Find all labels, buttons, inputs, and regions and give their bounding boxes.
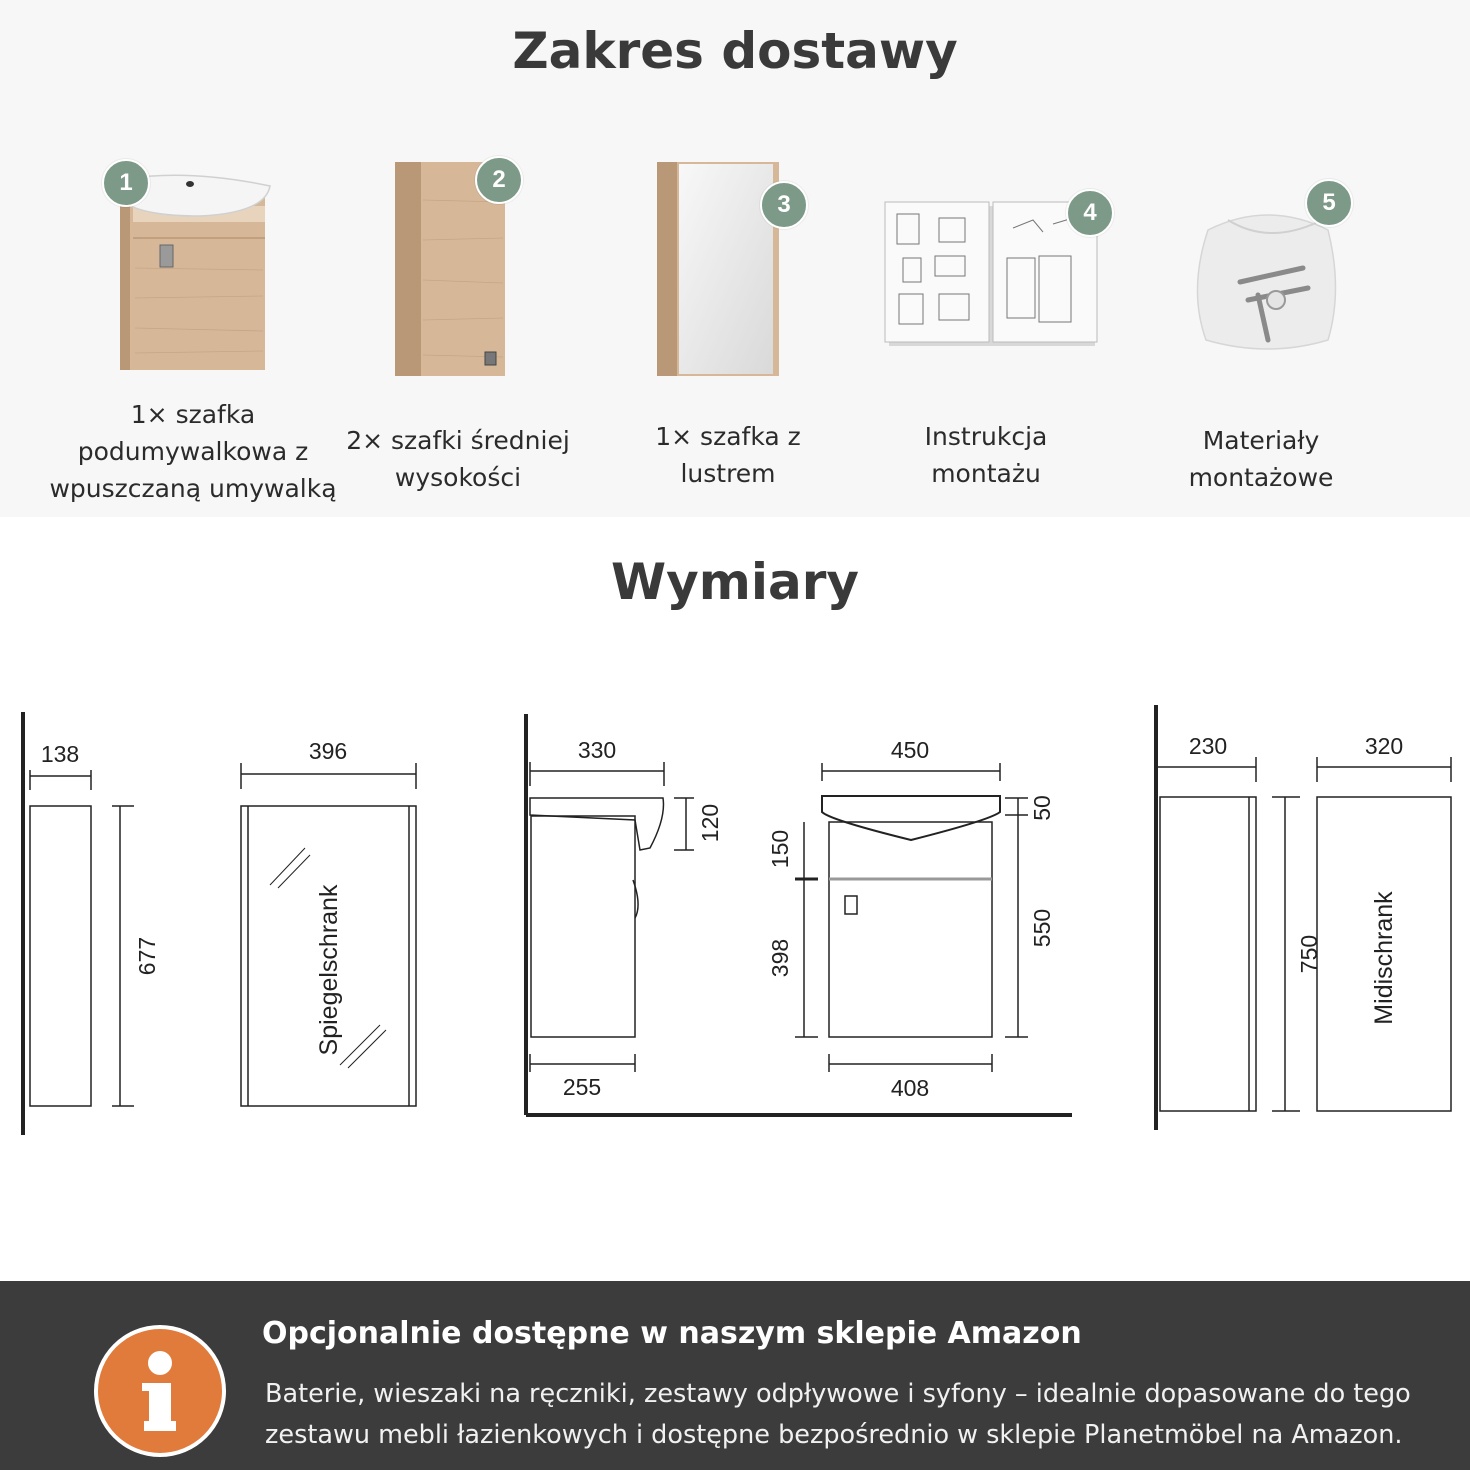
info-icon: [98, 1329, 222, 1453]
vanity-basin-height-label: 120: [697, 803, 723, 843]
item-1-caption: 1× szafka podumywalkowa z wpuszczaną umywalką: [49, 400, 337, 503]
vanity-upper-offset-label: 150: [767, 829, 793, 869]
dimensions-drawing: [0, 690, 1470, 1150]
mirror-depth-label: 138: [40, 741, 80, 767]
vanity-lower-height-label: 398: [767, 938, 793, 978]
vanity-body-height-label: 550: [1029, 908, 1055, 948]
item-1-badge: 1: [102, 159, 150, 207]
mid-depth-label: 230: [1188, 733, 1228, 759]
delivery-title: Zakres dostawy: [512, 22, 958, 80]
item-4-caption: Instrukcja montażu: [924, 422, 1048, 488]
mid-height-label: 750: [1296, 934, 1322, 974]
vanity-width-top-label: 450: [890, 737, 930, 763]
mid-width-label: 320: [1364, 733, 1404, 759]
vanity-depth-top-label: 330: [577, 737, 617, 763]
mirror-height-label: 677: [134, 936, 160, 976]
mid-cabinet-label: Midischrank: [1370, 891, 1398, 1025]
item-5-caption: Materiały montażowe: [1188, 426, 1334, 492]
mirror-width-label: 396: [308, 738, 348, 764]
info-text: Baterie, wieszaki na ręczniki, zestawy odpływowe i syfony – idealnie dopasowane do tego zestawu mebli łazienkowych i dostępne bezpośrednio w sklepie Planetmöbel na Amazon.: [265, 1379, 1411, 1450]
info-title: Opcjonalnie dostępne w naszym sklepie Amazon: [262, 1316, 1082, 1351]
item-5-badge: 5: [1305, 179, 1353, 227]
vanity-rim-label: 50: [1029, 795, 1055, 821]
item-3-badge: 3: [760, 181, 808, 229]
item-2-caption: 2× szafki średniej wysokości: [346, 426, 570, 492]
item-2-badge: 2: [475, 156, 523, 204]
item-4-badge: 4: [1066, 189, 1114, 237]
mirror-cabinet-label: Spiegelschrank: [315, 884, 343, 1056]
dimensions-title: Wymiary: [611, 553, 859, 611]
vanity-depth-body-label: 255: [562, 1074, 602, 1100]
item-3-caption: 1× szafka z lustrem: [655, 422, 801, 488]
vanity-width-body-label: 408: [890, 1075, 930, 1101]
